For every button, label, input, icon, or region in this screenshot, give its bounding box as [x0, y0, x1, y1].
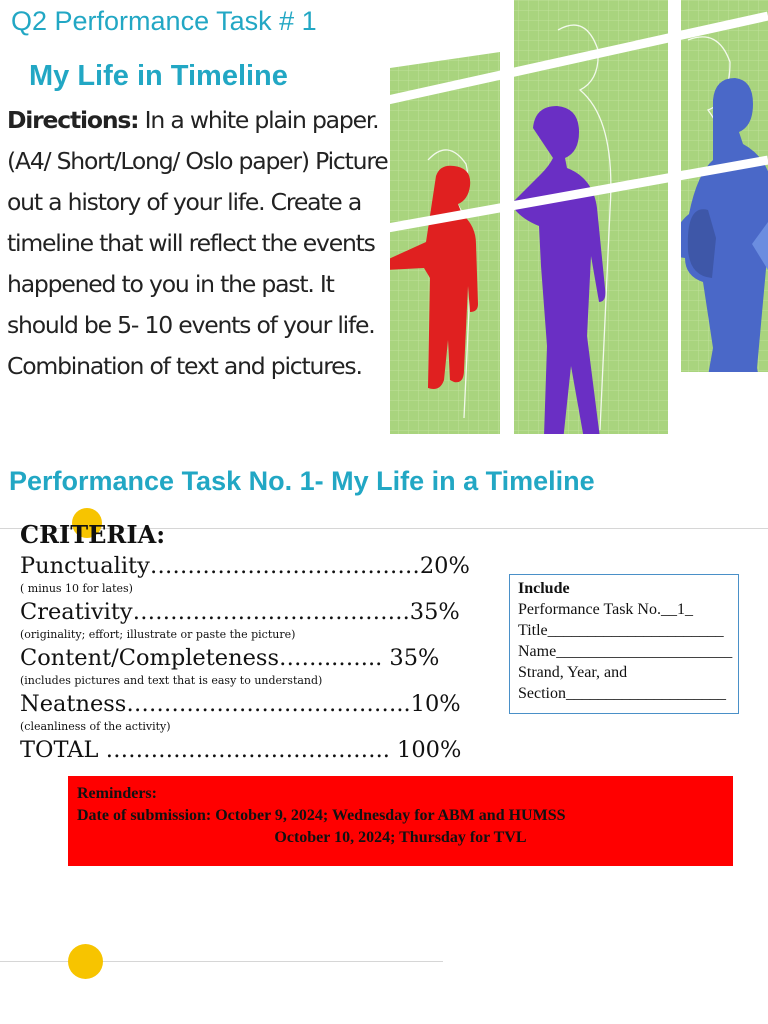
directions-label: Directions: — [7, 106, 139, 134]
reminders-title: Reminders: — [77, 785, 157, 802]
include-section-line: Section____________________ — [518, 685, 726, 702]
page-subtitle: My Life in Timeline — [29, 60, 288, 92]
directions-paragraph — [7, 100, 402, 387]
include-title-line: Title______________________ — [518, 622, 724, 639]
reminders-box — [68, 776, 733, 866]
criteria-creativity-note: (originality; effort; illustrate or paste the picture) — [20, 628, 296, 641]
timeline-walking-figures-illustration — [388, 0, 768, 434]
criteria-creativity: Creativity……………………………….35% — [20, 599, 460, 625]
include-title: Include — [518, 580, 570, 597]
criteria-punctuality-note: ( minus 10 for lates) — [20, 582, 133, 595]
criteria-title: CRITERIA: — [20, 520, 166, 549]
criteria-punctuality: Punctuality………………………………20% — [20, 553, 470, 579]
reminders-date-tvl: October 10, 2024; Thursday for TVL — [274, 829, 527, 846]
include-task-number: Performance Task No.__1_ — [518, 601, 693, 618]
reminders-date-abm-humss: Date of submission: October 9, 2024; Wednesday for ABM and HUMSS — [77, 807, 566, 824]
yellow-bullet-bottom — [68, 944, 103, 979]
include-box — [509, 574, 739, 714]
section-divider-bottom — [0, 961, 443, 962]
criteria-section — [20, 518, 490, 764]
criteria-content-note: (includes pictures and text that is easy to understand) — [20, 674, 323, 687]
criteria-neatness-note: (cleanliness of the activity) — [20, 720, 171, 733]
page-title: Q2 Performance Task # 1 — [11, 6, 317, 36]
criteria-total: TOTAL ……………………………….. 100% — [20, 737, 462, 763]
directions-text: In a white plain paper. (A4/ Short/Long/ Oslo paper) Picture out a history of your life. Create a timeline that will reflect the events happened to you in the past. It should be 5- 10 events of your life. Combination of text and pictures. — [7, 106, 388, 380]
criteria-content: Content/Completeness……..…... 35% — [20, 645, 440, 671]
task-heading: Performance Task No. 1- My Life in a Timeline — [9, 466, 595, 496]
criteria-neatness: Neatness………………………………..10% — [20, 691, 461, 717]
include-strand-line: Strand, Year, and — [518, 664, 628, 681]
include-name-line: Name______________________ — [518, 643, 733, 660]
